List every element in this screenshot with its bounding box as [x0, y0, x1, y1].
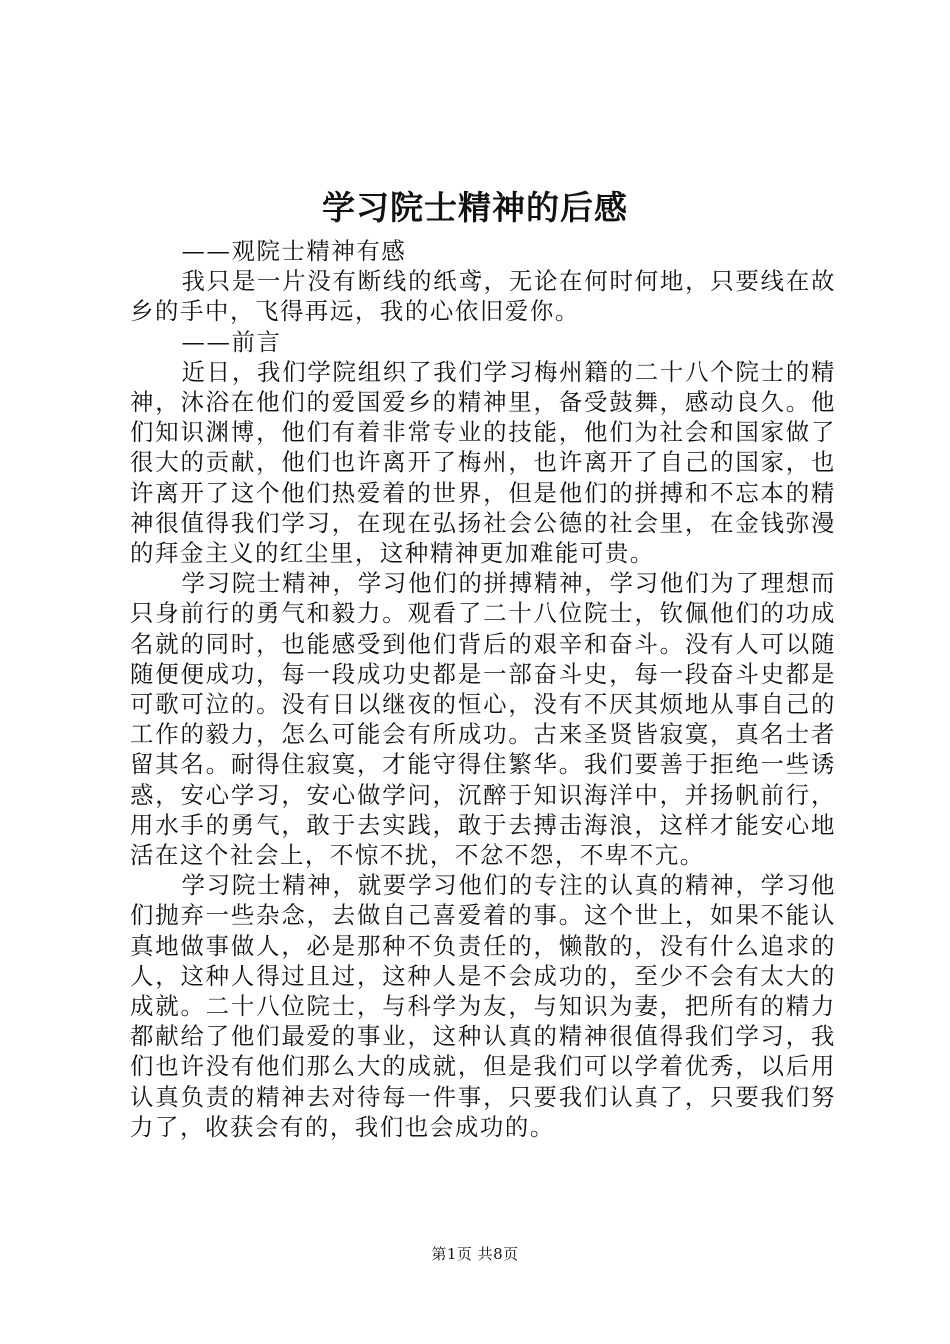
epigraph-attribution: ——前言 [181, 327, 282, 356]
subtitle-paragraph: ——观院士精神有感 [181, 237, 407, 265]
body-paragraph: 学习院士精神，就要学习他们的专注的认真的精神，学习他们抛弃一些杂念，去做自己喜爱着的事。这个世上，如果不能认真地做事做人，必是那种不负责任的，懒散的，没有什么追求的人，这种人得过且过，这种人是不会成功的，至少不会有太大的成就。二十八位院士，与科学为友，与知识为妻，把所有的精力都献给了他们最爱的事业，这种认真的精神很值得我们学习，我们也许没有他们那么大的成就，但是我们可以学着优秀，以后用认真负责的精神去对待每一件事，只要我们认真了，只要我们努力了，收获会有的，我们也会成功的。 [130, 871, 836, 1141]
epigraph-paragraph: 我只是一片没有断线的纸鸢，无论在何时何地，只要线在故乡的手中，飞得再远，我的心依旧爱你。 [130, 267, 836, 326]
page-footer: 第1页 共8页 [431, 1245, 519, 1263]
body-paragraph: 近日，我们学院组织了我们学习梅州籍的二十八个院士的精神，沐浴在他们的爱国爱乡的精神里，备受鼓舞，感动良久。他们知识渊博，他们有着非常专业的技能，他们为社会和国家做了很大的贡献，他们也许离开了梅州，也许离开了自己的国家，也许离开了这个他们热爱着的世界，但是他们的拼搏和不忘本的精神很值得我们学习，在现在弘扬社会公德的社会里，在金钱弥漫的拜金主义的红尘里，这种精神更加难能可贵。 [130, 357, 836, 568]
body-paragraph: 学习院士精神，学习他们的拼搏精神，学习他们为了理想而只身前行的勇气和毅力。观看了二十八位院士，钦佩他们的功成名就的同时，也能感受到他们背后的艰辛和奋斗。没有人可以随随便便成功，每一段成功史都是一部奋斗史，每一段奋斗史都是可歌可泣的。没有日以继夜的恒心，没有不厌其烦地从事自己的工作的毅力，怎么可能会有所成功。古来圣贤皆寂寞，真名士者留其名。耐得住寂寞，才能守得住繁华。我们要善于拒绝一些诱惑，安心学习，安心做学问，沉醉于知识海洋中，并扬帆前行，用水手的勇气，敢于去实践，敢于去搏击海浪，这样才能安心地活在这个社会上，不惊不扰，不忿不怨，不卑不亢。 [130, 569, 836, 870]
document-title: 学习院士精神的后感 [322, 188, 628, 227]
document-body [130, 236, 836, 1142]
